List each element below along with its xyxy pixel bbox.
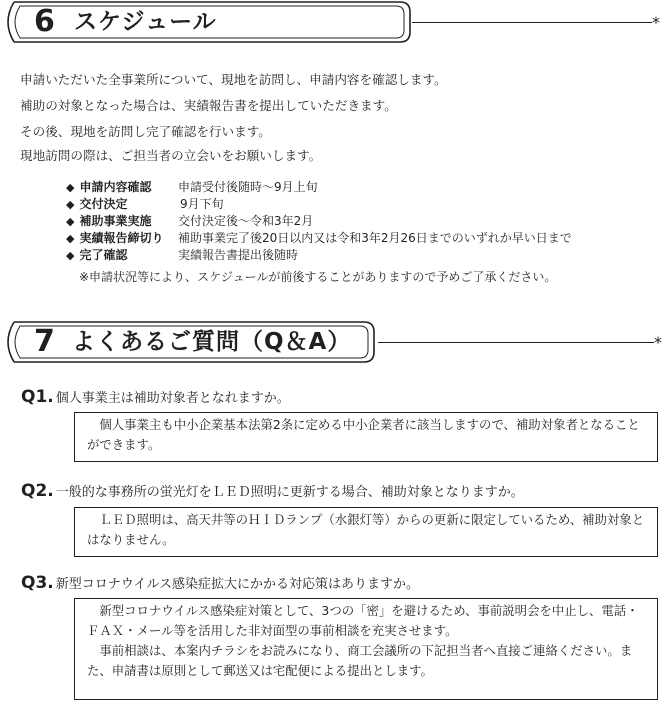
section-6-star-icon: * [652,13,660,32]
schedule-note: ※申請状況等により、スケジュールが前後することがありますので予めご了承ください。 [79,270,557,284]
section-6-rule [412,22,652,23]
faq-question-3 [21,574,419,594]
schedule-item [66,180,656,195]
schedule-item [66,231,656,246]
faq-question-2 [21,482,524,502]
faq-question-number: Q3. [21,573,54,593]
faq-question-number: Q2. [21,481,54,501]
faq-question-text: 一般的な事務所の蛍光灯をＬＥＤ照明に更新する場合、補助対象となりますか。 [55,485,524,500]
schedule-value: 交付決定後～令和3年2月 [178,214,314,228]
intro-line-2: 補助の対象となった場合は、実績報告書を提出していただきます。 [20,98,397,113]
faq-answer-1 [74,412,658,462]
faq-answer-2 [74,507,658,557]
section-7-header [0,320,669,364]
section-6-title: スケジュール [74,9,217,35]
section-7-title: よくあるご質問（Q＆A） [72,329,352,355]
schedule-label: 完了確認 [79,248,128,262]
diamond-bullet-icon: ◆ [66,215,75,228]
schedule-item [66,248,656,263]
section-6-number: 6 [34,4,55,39]
diamond-bullet-icon: ◆ [66,198,75,211]
section-6-header [0,0,669,44]
diamond-bullet-icon: ◆ [66,249,75,262]
intro-line-4: 現地訪問の際は、ご担当者の立会いをお願いします。 [20,148,322,163]
intro-line-3: その後、現地を訪問し完了確認を行います。 [20,124,271,139]
faq-question-number: Q1. [21,387,54,407]
faq-answer-text: ＬＥＤ照明は、高天井等のＨＩＤランプ（水銀灯等）からの更新に限定しているため、補助対象とはなりません。 [87,512,645,547]
schedule-value: 補助事業完了後20日以内又は令和3年2月26日までのいずれか早い日まで [178,231,572,245]
faq-answer-text: 事前相談は、本案内チラシをお読みになり、商工会議所の下記担当者へ直接ご連絡ください。また、申請書は原則として郵送又は宅配便による提出とします。 [87,643,633,678]
section-7-number: 7 [34,324,55,359]
faq-question-1 [21,388,290,408]
schedule-label: 補助事業実施 [79,214,152,228]
schedule-value: 申請受付後随時～9月上旬 [178,180,318,194]
schedule-item [66,197,656,212]
faq-answer-3 [74,598,658,700]
diamond-bullet-icon: ◆ [66,181,75,194]
schedule-value: 実績報告書提出後随時 [178,248,299,262]
schedule-label: 交付決定 [79,197,128,211]
section-7-star-icon: * [654,333,662,352]
schedule-value: 9月下旬 [180,197,224,211]
faq-question-text: 新型コロナウイルス感染症拡大にかかる対応策はありますか。 [55,577,419,592]
schedule-label: 実績報告締切り [79,231,164,245]
faq-answer-text: 新型コロナウイルス感染症対策として、3つの「密」を避けるため、事前説明会を中止し、電話・ＦＡＸ・メール等を活用した非対面型の事前相談を充実させます。 [87,603,639,638]
schedule-item [66,214,656,229]
faq-answer-text: 個人事業主も中小企業基本法第2条に定める中小企業者に該当しますので、補助対象者となることができます。 [87,417,640,452]
faq-question-text: 個人事業主は補助対象者となれますか。 [55,391,290,406]
intro-line-1: 申請いただいた全事業所について、現地を訪問し、申請内容を確認します。 [20,72,447,87]
diamond-bullet-icon: ◆ [66,232,75,245]
schedule-label: 申請内容確認 [79,180,152,194]
section-7-rule [378,342,654,343]
